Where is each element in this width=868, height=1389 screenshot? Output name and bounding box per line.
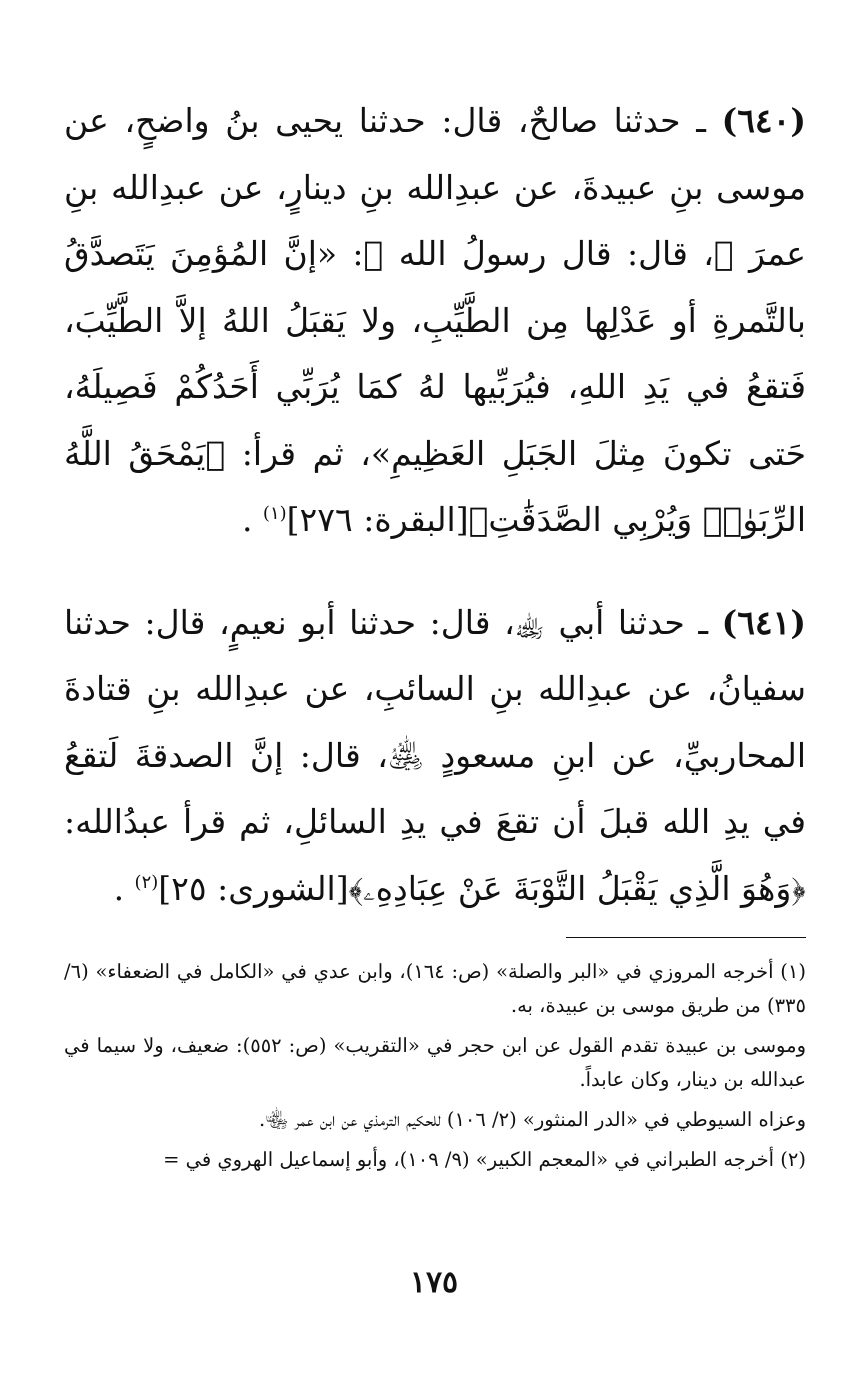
hadith-end: . xyxy=(113,868,135,908)
footnote-text: أخرجه المروزي في «البر والصلة» (ص: ١٦٤)، وابن عدي في «الكامل في الضعفاء» (٦/ ٣٣٥) من طريق موسى بن عبيدة، به. xyxy=(64,960,806,1017)
footnote-ref: (٢) xyxy=(134,871,159,893)
footnote-2 xyxy=(64,1143,806,1177)
footnotes-section xyxy=(64,955,806,1183)
hadith-end: . xyxy=(241,500,263,539)
footnote-separator xyxy=(566,937,806,938)
footnote-text: وموسى بن عبيدة تقدم القول عن ابن حجر في «التقريب» (ص: ٥٥٢): ضعيف، ولا سيما في عبدالله بن دينار، وكان عابداً. xyxy=(64,1034,806,1091)
footnote-1-continuation xyxy=(64,1103,806,1137)
footnote-text: وعزاه السيوطي في «الدر المنثور» (٢/ ١٠٦) للحكيم الترمذي عن ابن عمر ﵄. xyxy=(258,1108,806,1131)
hadith-text: ـ حدثنا أبي ﵀، قال: حدثنا أبو نعيمٍ، قال: حدثنا سفيانُ، عن عبدِالله بنِ السائبِ، عن عبدِالله بنِ قتادةَ المحاربيِّ، عن ابنِ مسعودٍ ﵁، قال: إنَّ الصدقةَ لَتقعُ في يدِ الله قبلَ أن تقعَ في يدِ السائلِ، ثم قرأ عبدُالله: ﴿وَهُوَ الَّذِي يَقْبَلُ التَّوْبَةَ عَنْ عِبَادِهِۦ﴾[الشورى: ٢٥] xyxy=(64,602,806,908)
footnote-marker: (٢) xyxy=(780,1148,806,1171)
footnote-text: أخرجه الطبراني في «المعجم الكبير» (٩/ ١٠٩)، وأبو إسماعيل الهروي في = xyxy=(163,1148,781,1171)
page-number: ١٧٥ xyxy=(409,1265,459,1300)
main-text-body xyxy=(64,88,806,922)
hadith-number: (٦٤٠) xyxy=(721,101,806,140)
footnote-1-continuation xyxy=(64,1029,806,1097)
hadith-641 xyxy=(64,590,806,923)
footnote-ref: (١) xyxy=(262,503,287,524)
footnote-1 xyxy=(64,955,806,1023)
hadith-number: (٦٤١) xyxy=(721,602,806,642)
hadith-640 xyxy=(64,88,806,554)
footnote-marker: (١) xyxy=(780,960,806,983)
hadith-text: ـ حدثنا صالحٌ، قال: حدثنا يحيى بنُ واضحٍ، عن موسى بنِ عبيدةَ، عن عبدِالله بنِ دينارٍ، عن عبدِالله بنِ عمرَ ﵄، قال: قال رسولُ الله ﷺ: «إنَّ المُؤمِنَ يَتَصدَّقُ بالتَّمرةِ أو عَدْلِها مِن الطَّيِّبِ، ولا يَقبَلُ اللهُ إلاَّ الطَّيِّبَ، فَتقعُ في يَدِ اللهِ، فيُرَبِّيها لهُ كمَا يُرَبِّي أَحَدُكُمْ فَصِيلَهُ، حَتى تكونَ مِثلَ الجَبَلِ العَظِيمِ»، ثم قرأ: ﴿يَمْحَقُ اللَّهُ الرِّبَوٰا۟ وَيُرْبِي الصَّدَقَٰتِ﴾[البقرة: ٢٧٦] xyxy=(64,101,806,539)
